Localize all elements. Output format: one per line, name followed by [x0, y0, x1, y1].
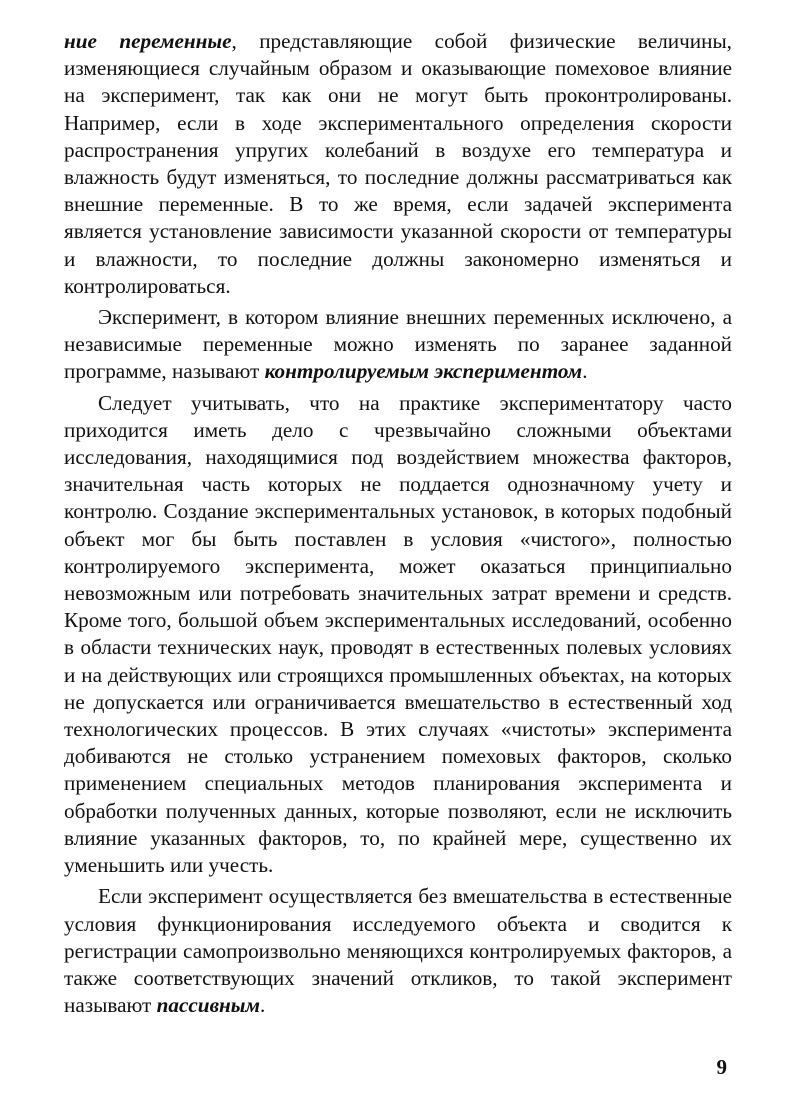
page-body [64, 28, 732, 1023]
term-controlled-experiment: контролируемым экспериментом [264, 359, 583, 384]
paragraph-2-text: Эксперимент, в котором влияние внешних переменных исключено, а независимые переменные можно изменять по заранее заданной программе, называют [64, 305, 732, 384]
paragraph-4 [64, 883, 732, 1019]
term-passive: пассивным [156, 993, 261, 1018]
paragraph-2 [64, 304, 732, 386]
paragraph-1 [64, 28, 732, 300]
paragraph-3 [64, 390, 732, 880]
paragraph-4-text: Если эксперимент осуществляется без вмешательства в естественные условия функционирования исследуемого объекта и сводится к регистрации самопроизвольно меняющихся контролируемых факторов, а также соответствующих значений откликов, то такой эксперимент называют [64, 884, 732, 1018]
page-number: 9 [716, 1055, 727, 1079]
paragraph-3-text: Следует учитывать, что на практике экспериментатору часто приходится иметь дело с чрезвычайно сложными объектами исследования, находящимися под воздействием множества факторов, значительная часть которых не поддается однозначному учету и контролю. Создание экспериментальных установок, в которых подобный объект мог бы быть поставлен в условия «чистого», полностью контролируемого эксперимента, может оказаться принципиально невозможным или потребовать значительных затрат времени и средств. Кроме того, большой объем экспериментальных исследований, особенно в области технических наук, проводят в естественных полевых условиях и на действующих или строящихся промышленных объектах, на которых не допускается или ограничивается вмешательство в естественный ход технологических процессов. В этих случаях «чистоты» эксперимента добиваются не столько устранением помеховых факторов, сколько применением специальных методов планирования эксперимента и обработки полученных данных, которые позволяют, если не исключить влияние указанных факторов, то, по крайней мере, существенно их уменьшить или учесть. [64, 390, 732, 878]
paragraph-2-end: . [582, 359, 588, 384]
paragraph-1-text: , представляющие собой физические величины, изменяющиеся случайным образом и оказывающие помеховое влияние на эксперимент, так как они не могут быть проконтролированы. Например, если в ходе экспериментального определения скорости распространения упругих колебаний в воздухе его температура и влажность будут изменяться, то последние должны рассматриваться как внешние переменные. В то же время, если задачей эксперимента является установление зависимости указанной скорости от температуры и влажности, то последние должны закономерно изменяться и контролироваться. [64, 29, 732, 298]
paragraph-4-end: . [260, 993, 266, 1018]
term-external-variables: ние переменные [64, 29, 232, 53]
